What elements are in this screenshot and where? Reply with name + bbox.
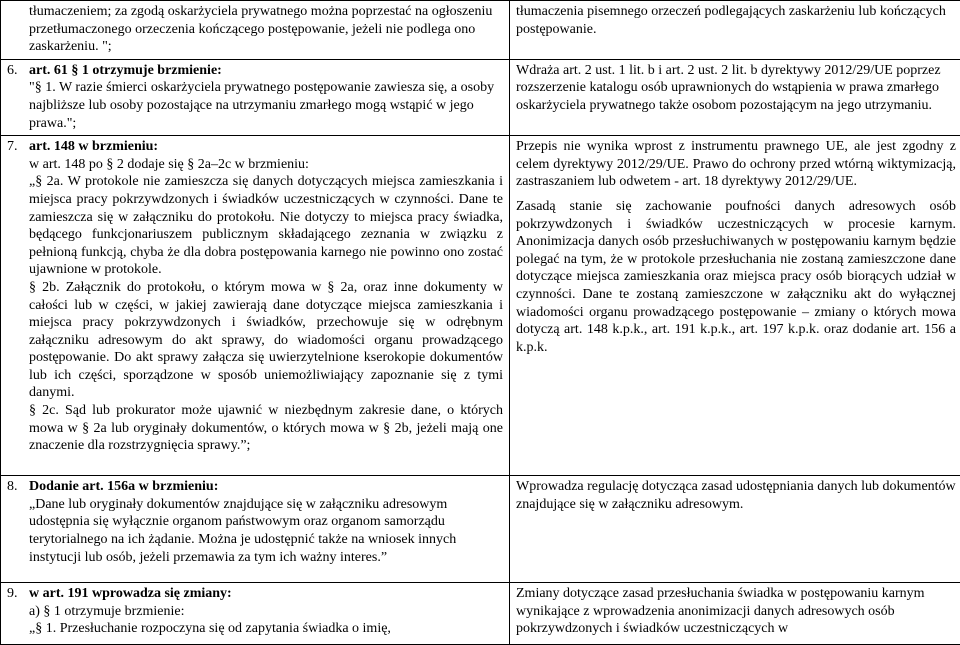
provision-heading: art. 61 § 1 otrzymuje brzmienie: [29,62,503,80]
provision-paragraph: „§ 2a. W protokole nie zamieszcza się danych dotyczących miejsca zamieszkania i miejsca pracy pokrzywdzonych i świadków uczestniczących w czynności. Dane te zamieszcza się w załączniku do protokołu. Nie dotyczy to miejsca pracy świadka, będącego funkcjonariuszem publicznym składającego zeznania w związku z pełnioną funkcją, chyba że dla dobra postępowania karnego nie powinno ono zostać ujawnione w protokole. [29,173,503,279]
provision-paragraph: tłumaczeniem; za zgodą oskarżyciela prywatnego można poprzestać na ogłoszeniu przetłumaczonego orzeczenia kończącego postępowanie, jeżeli nie podlega ono zaskarżeniu. "; [29,3,503,56]
justification-paragraph: Wdraża art. 2 ust. 1 lit. b i art. 2 ust. 2 lit. b dyrektywy 2012/29/UE poprzez rozszerzenie katalogu osób uprawnionych do wstąpienia w prawa zmarłego oskarżyciela prywatnego także osobom pozostającym na jego utrzymaniu. [516,62,956,115]
provision-heading: w art. 191 wprowadza się zmiany: [29,585,503,603]
provision-text [23,59,510,135]
row-number: 8. [1,476,24,583]
provision-text [23,476,510,583]
justification-text [510,583,960,645]
justification-text [510,136,960,476]
table-row [1,1,960,60]
justification-text [510,476,960,583]
provision-paragraph: „§ 1. Przesłuchanie rozpoczyna się od zapytania świadka o imię, [29,620,503,638]
provision-paragraph: § 2b. Załącznik do protokołu, o którym mowa w § 2a, oraz inne dokumenty w całości lub w części, w jakiej zawierają dane dotyczące miejsca zamieszkania i miejsca pracy pokrzywdzonych i świadków, przechowuje się w odrębnym załączniku adresowym do akt sprawy, do wiadomości organu prowadzącego postępowanie. Do akt sprawy załącza się uwierzytelnione kserokopie dokumentów lub ich części, sporządzone w sposób uniemożliwiający zapoznanie się z tymi danymi. [29,279,503,402]
justification-paragraph: tłumaczenia pisemnego orzeczeń podlegających zaskarżeniu lub kończących postępowanie. [516,3,956,38]
justification-text [510,59,960,135]
provision-text [23,583,510,645]
table-row [1,476,960,583]
justification-paragraph: Zasadą stanie się zachowanie poufności danych adresowych osób pokrzywdzonych i świadków uczestniczących w procesie karnym. Anonimizacja danych osób przesłuchiwanych w postępowaniu karnym będzie polegać na tym, że w protokole przesłuchania nie zostaną zamieszczone dane dotyczące miejsca zamieszkania oraz miejsca pracy osób biorących udział w czynności. Dane te zostaną zamieszczone w załączniku akt do wyłącznej wiadomości organu prowadzącego postępowanie – zmiany o których mowa dotyczą art. 148 k.p.k., art. 191 k.p.k., art. 197 k.p.k. oraz dodanie art. 156 a k.p.k. [516,198,956,356]
row-number [1,1,24,60]
justification-paragraph: Wprowadza regulację dotycząca zasad udostępniania danych lub dokumentów znajdujące się w załączniku adresowym. [516,478,956,513]
provision-heading: Dodanie art. 156a w brzmieniu: [29,478,503,496]
row-number: 7. [1,136,24,476]
provision-heading: art. 148 w brzmieniu: [29,138,503,156]
table-row [1,136,960,476]
provision-paragraph: „Dane lub oryginały dokumentów znajdujące się w załączniku adresowym udostępnia się wyłącznie organom państwowym oraz organom samorządu terytorialnego na ich żądanie. Można je udostępnić także na wniosek innych instytucji lub osób, jeżeli przemawia za tym ich ważny interes.” [29,496,503,566]
table-row [1,59,960,135]
row-number: 9. [1,583,24,645]
row-number: 6. [1,59,24,135]
provision-text [23,1,510,60]
justification-paragraph: Przepis nie wynika wprost z instrumentu prawnego UE, ale jest zgodny z celem dyrektywy 2012/29/UE. Prawo do ochrony przed wtórną wiktymizacją, zastraszaniem lub odwetem - art. 18 dyrektywy 2012/29/UE. [516,138,956,191]
provision-paragraph: w art. 148 po § 2 dodaje się § 2a–2c w brzmieniu: [29,156,503,174]
justification-paragraph: Zmiany dotyczące zasad przesłuchania świadka w postępowaniu karnym wynikające z wprowadzenia anonimizacji danych adresowych osób pokrzywdzonych i świadków uczestniczących w [516,585,956,638]
justification-text [510,1,960,60]
provision-paragraph: § 2c. Sąd lub prokurator może ujawnić w niezbędnym zakresie dane, o których mowa w § 2a lub oryginały dokumentów, o których mowa w § 2b, jeżeli mają one znaczenie dla rozstrzygnięcia sprawy.”; [29,402,503,455]
table-row [1,583,960,645]
provision-paragraph: a) § 1 otrzymuje brzmienie: [29,603,503,621]
provision-paragraph: "§ 1. W razie śmierci oskarżyciela prywatnego postępowanie zawiesza się, a osoby najbliższe lub osoby pozostające na utrzymaniu zmarłego mogą wstąpić w jego prawa."; [29,79,503,132]
provision-text [23,136,510,476]
